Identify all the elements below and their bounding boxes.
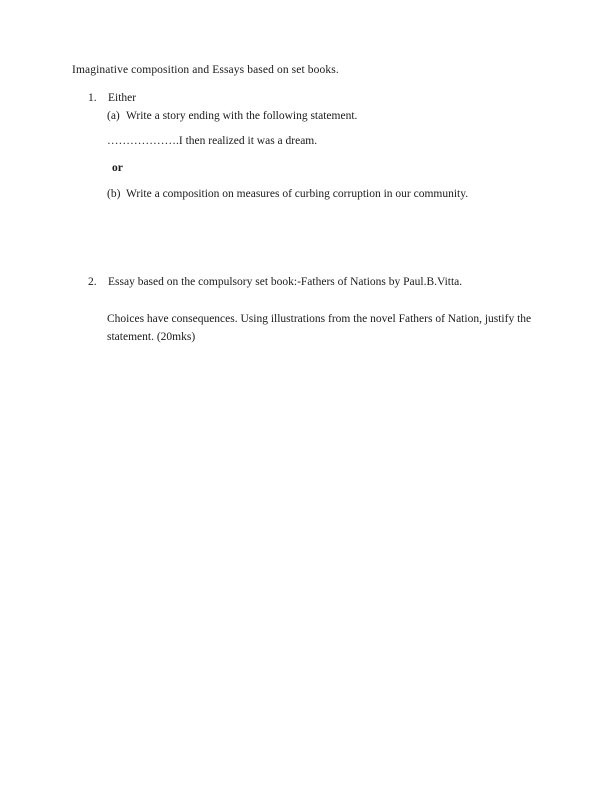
question-1-row [88, 90, 540, 107]
question-1-item-b [107, 186, 542, 203]
question-1-item-b-text: Write a composition on measures of curbing corruption in our community. [126, 188, 469, 200]
question-2-body: Choices have consequences. Using illustrations from the novel Fathers of Nation, justify the statement. (20mks) [107, 313, 532, 343]
question-1-number: 1. [88, 92, 97, 104]
question-1-item-a [107, 108, 542, 125]
question-1-prompt: Either [108, 92, 137, 104]
page-title: Imaginative composition and Essays based on set books. [72, 64, 339, 76]
question-2-row [88, 274, 540, 291]
question-2 [88, 274, 540, 291]
question-2-number: 2. [88, 276, 97, 288]
question-1-item-a-label: (a) [107, 110, 120, 122]
question-1-item-a-text: Write a story ending with the following statement. [126, 110, 358, 122]
question-2-prompt: Essay based on the compulsory set book:-Fathers of Nations by Paul.B.Vitta. [108, 276, 463, 288]
question-1-item-b-label: (b) [107, 188, 121, 200]
question-1 [88, 90, 540, 107]
question-1-statement-line: ……………….I then realized it was a dream. [107, 135, 318, 147]
question-1-or-divider: or [112, 162, 123, 174]
